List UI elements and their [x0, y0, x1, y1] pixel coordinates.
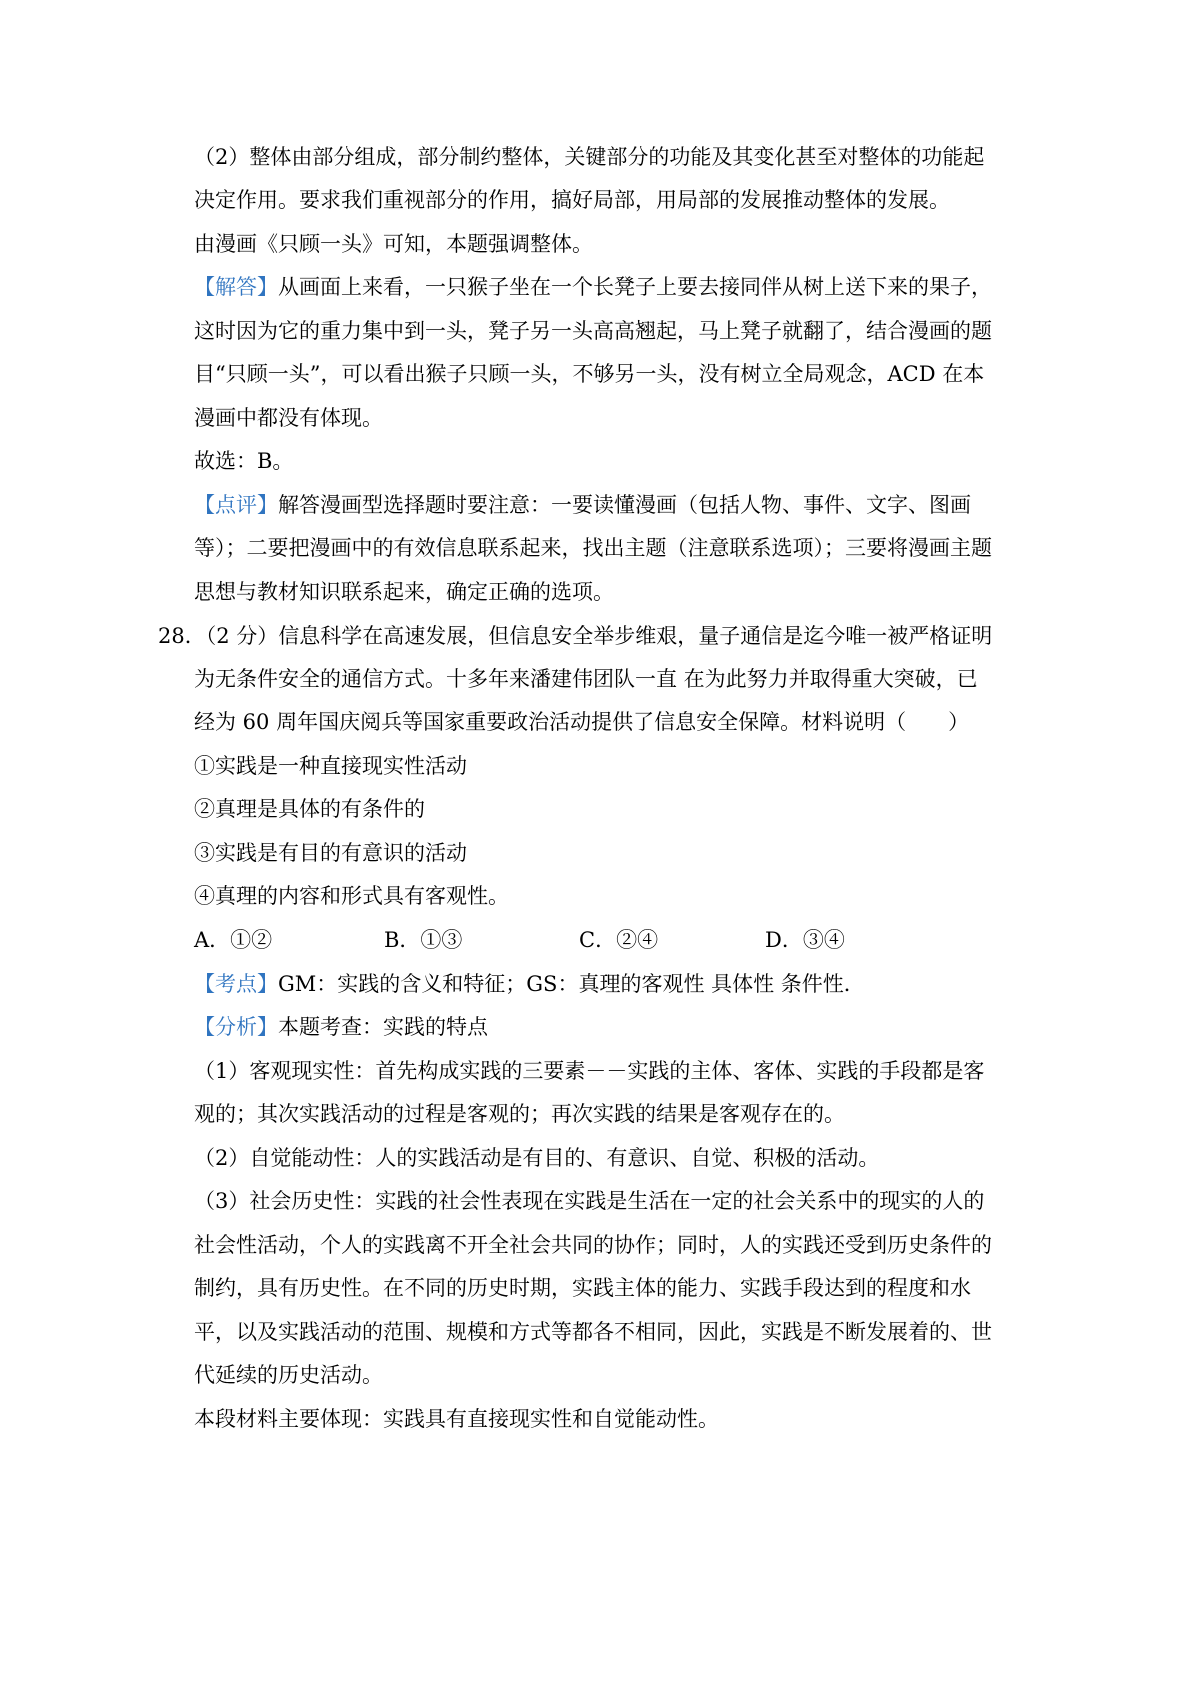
- fenxi-text: 本题考查：实践的特点: [278, 1015, 488, 1039]
- review-line-1: [194, 491, 971, 519]
- answer-line-4: 漫画中都没有体现。: [194, 406, 383, 430]
- point-3-line-2: 社会性活动，个人的实践离不开全社会共同的协作；同时，人的实践还受到历史条件的: [194, 1233, 992, 1257]
- kaodian-text: GM：实践的含义和特征；GS：真理的客观性 具体性 条件性．: [278, 972, 865, 996]
- review-tag: 【点评】: [194, 493, 278, 517]
- review-line-2: 等）；二要把漫画中的有效信息联系起来，找出主题（注意联系选项）；三要将漫画主题: [194, 536, 992, 560]
- review-line-3: 思想与教材知识联系起来，确定正确的选项。: [194, 580, 614, 604]
- answer-tag: 【解答】: [194, 275, 278, 299]
- kaodian-line: [194, 970, 865, 998]
- question-28-line-3: 经为 60 周年国庆阅兵等国家重要政治活动提供了信息安全保障。材料说明（ ）: [194, 710, 970, 734]
- point-2-line: （2）自觉能动性：人的实践活动是有目的、有意识、自觉、积极的活动。: [194, 1146, 880, 1170]
- option-a: A．①②: [194, 928, 273, 952]
- point-3-line-1: （3）社会历史性：实践的社会性表现在实践是生活在一定的社会关系中的现实的人的: [194, 1189, 985, 1213]
- statement-1: ①实践是一种直接现实性活动: [194, 754, 467, 778]
- answer-line-1: [194, 273, 992, 301]
- answer-line-3: 目“只顾一头”，可以看出猴子只顾一头，不够另一头，没有树立全局观念，ACD 在本: [194, 362, 985, 386]
- option-d: D．③④: [765, 928, 845, 952]
- choice-line: 故选：B。: [194, 449, 294, 473]
- statement-2: ②真理是具体的有条件的: [194, 797, 425, 821]
- para-2-line-1: （2）整体由部分组成，部分制约整体，关键部分的功能及其变化甚至对整体的功能起: [194, 145, 985, 169]
- statement-3: ③实践是有目的有意识的活动: [194, 841, 467, 865]
- point-3-line-5: 代延续的历史活动。: [194, 1363, 383, 1387]
- kaodian-tag: 【考点】: [194, 972, 278, 996]
- answer-line-2: 这时因为它的重力集中到一头，凳子另一头高高翘起，马上凳子就翻了，结合漫画的题: [194, 319, 992, 343]
- point-3-line-3: 制约，具有历史性。在不同的历史时期，实践主体的能力、实践手段达到的程度和水: [194, 1276, 971, 1300]
- option-b: B．①③: [384, 928, 463, 952]
- point-1-line-1: （1）客观现实性：首先构成实践的三要素－－实践的主体、客体、实践的手段都是客: [194, 1059, 985, 1083]
- review-text: 解答漫画型选择题时要注意：一要读懂漫画（包括人物、事件、文字、图画: [278, 493, 971, 517]
- statement-4: ④真理的内容和形式具有客观性。: [194, 884, 509, 908]
- point-1-line-2: 观的；其次实践活动的过程是客观的；再次实践的结果是客观存在的。: [194, 1102, 845, 1126]
- conclusion-line: 本段材料主要体现：实践具有直接现实性和自觉能动性。: [194, 1407, 719, 1431]
- comic-line: 由漫画《只顾一头》可知，本题强调整体。: [194, 232, 593, 256]
- fenxi-tag: 【分析】: [194, 1015, 278, 1039]
- option-c: C．②④: [579, 928, 659, 952]
- answer-text: 从画面上来看，一只猴子坐在一个长凳子上要去接同伴从树上送下来的果子，: [278, 275, 992, 299]
- question-28-line-2: 为无条件安全的通信方式。十多年来潘建伟团队一直 在为此努力并取得重大突破，已: [194, 667, 978, 691]
- fenxi-line: [194, 1013, 488, 1041]
- para-2-line-2: 决定作用。要求我们重视部分的作用，搞好局部，用局部的发展推动整体的发展。: [194, 188, 950, 212]
- point-3-line-4: 平，以及实践活动的范围、规模和方式等都各不相同，因此，实践是不断发展着的、世: [194, 1320, 992, 1344]
- question-28-line-1: 28．（2 分）信息科学在高速发展，但信息安全举步维艰，量子通信是迄今唯一被严格证明: [158, 624, 993, 648]
